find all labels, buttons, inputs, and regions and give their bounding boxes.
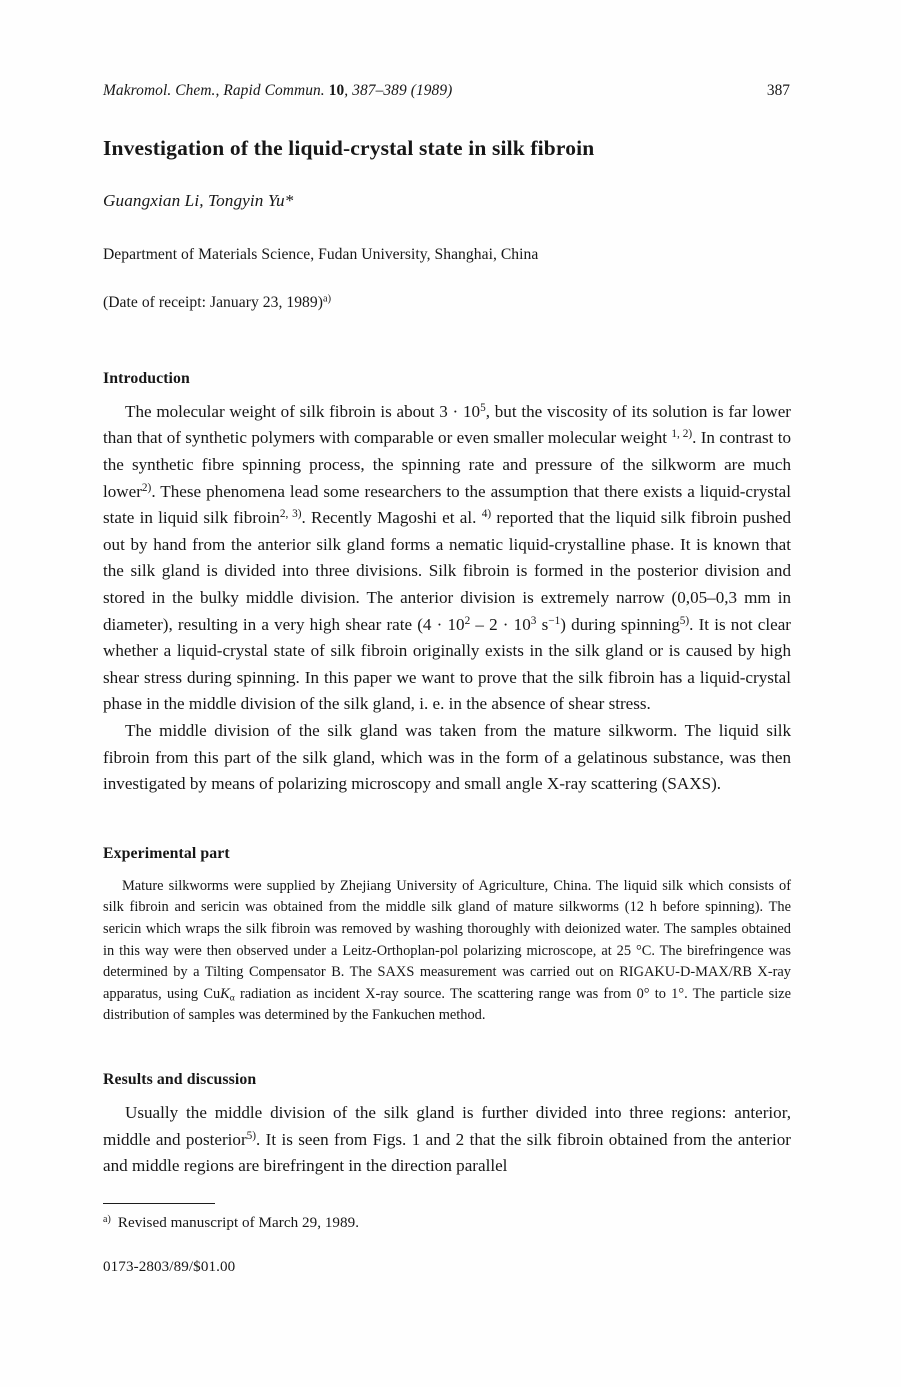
section-heading-experimental: Experimental part	[103, 844, 230, 862]
intro-sup-3: 2)	[141, 481, 152, 494]
footnote-entry	[103, 1213, 791, 1233]
res-seg-1: Usually the middle division of the silk gland is further divided into three regions: anterior, middle and posterior	[103, 1102, 791, 1149]
citation-comma: ,	[344, 82, 349, 99]
exp-italic-k: K	[220, 985, 230, 1002]
affiliation: Department of Materials Science, Fudan University, Shanghai, China	[103, 245, 539, 263]
res-seg-2: . It is seen from Figs. 1 and 2 that the silk fibroin obtained from the anterior and middle regions are birefringent in the direction parallel	[103, 1129, 791, 1176]
intro-seg-6: reported that the liquid silk fibroin pushed out by hand from the anterior silk gland forms a nematic liquid-crystalline phase. It is known that the silk gland is divided into three divisions. Silk fibroin is formed in the posterior division and stored in the bulky middle division. The anterior division is extremely narrow (0,05–0,3 mm in diameter), resulting in a very high shear rate (4 · 10	[103, 508, 792, 634]
intro-seg-10: . It is not clear whether a liquid-crystal state of silk fibroin originally exists in the silk gland or is caused by high shear stress during spinning. In this paper we want to prove that the silk fibroin has a liquid-crystal phase in the middle division of the silk gland, i. e. in the absence of shear stress.	[103, 614, 791, 714]
receipt-text: (Date of receipt: January 23, 1989)	[103, 293, 323, 311]
running-head-citation	[103, 82, 452, 100]
intro-seg-7: – 2 · 10	[470, 614, 531, 634]
exp-seg-1: Mature silkworms were supplied by Zhejiang University of Agriculture, China. The liquid silk which consists of silk fibroin and sericin was obtained from the middle silk gland of mature silkworms (12 h before spinning). The sericin which wraps the silk fibroin was removed by washing thoroughly with deionized water. The samples obtained in this way were then observed under a Leitz-Orthoplan-pol polarizing microscope, at 25 °C. The birefringence was determined by a Tilting Compensator B. The SAXS measurement was carried out on RIGAKU-D-MAX/RB X-ray apparatus, using Cu	[103, 877, 791, 1002]
intro-sup-9: 5)	[679, 614, 690, 627]
footnote-divider	[103, 1203, 215, 1204]
intro-seg-2: , but the viscosity of its solution is far lower than that of synthetic polymers with comparable or even smaller molecular weight	[103, 401, 791, 448]
intro-sup-7: 3	[530, 614, 537, 627]
intro-sup-6: 2	[464, 614, 471, 627]
issn-price-line: 0173-2803/89/$01.00	[103, 1259, 236, 1276]
footnote-text: Revised manuscript of March 29, 1989.	[117, 1215, 360, 1231]
volume-number: 10	[328, 82, 345, 99]
introduction-paragraph-2: The middle division of the silk gland was taken from the mature silkworm. The liquid silk fibroin from this part of the silk gland, which was in the form of a gelatinous substance, was then investigated by means of polarizing microscopy and small angle X-ray scattering (SAXS).	[103, 721, 791, 794]
exp-subscript-alpha: α	[229, 993, 235, 1004]
intro-seg-3: . In contrast to the synthetic fibre spinning process, the spinning rate and pressure of the silkworm are much lower	[103, 428, 791, 501]
page-title: Investigation of the liquid-crystal state in silk fibroin	[103, 136, 595, 160]
results-paragraph	[103, 1100, 791, 1180]
intro-sup-2: 1, 2)	[671, 428, 693, 441]
introduction-paragraph-1	[103, 399, 791, 718]
intro-sup-8: −1	[548, 614, 561, 627]
publication-year: (1989)	[410, 82, 453, 99]
footnote-marker: a)	[103, 1213, 111, 1225]
section-heading-results: Results and discussion	[103, 1070, 257, 1088]
page-number: 387	[766, 82, 790, 99]
intro-sup-5: 4)	[481, 508, 492, 521]
intro-seg-9: ) during spinning	[560, 614, 680, 634]
section-heading-introduction: Introduction	[103, 369, 190, 387]
running-head	[103, 82, 791, 102]
exp-seg-2: radiation as incident X-ray source. The scattering range was from 0° to 1°. The particle size distribution of samples was determined by the Fankuchen method.	[103, 985, 791, 1024]
intro-sup-4: 2, 3)	[279, 508, 302, 521]
intro-seg-1: The molecular weight of silk fibroin is about 3 · 10	[125, 401, 481, 421]
journal-name: Makromol. Chem., Rapid Commun.	[103, 82, 325, 99]
receipt-date	[103, 294, 791, 312]
page-range: 387–389	[352, 82, 407, 99]
intro-seg-4: . These phenomena lead some researchers to the assumption that there exists a liquid-crystal state in liquid silk fibroin	[103, 481, 791, 528]
page-content	[103, 82, 791, 1180]
footnote-block	[103, 1203, 791, 1276]
author-list: Guangxian Li, Tongyin Yu*	[103, 190, 294, 210]
intro-sup-1: 5	[480, 402, 486, 415]
experimental-paragraph	[103, 876, 791, 1027]
res-sup-1: 5)	[246, 1129, 257, 1142]
intro-seg-8: s	[536, 614, 549, 634]
intro-seg-5: . Recently Magoshi et al.	[301, 508, 482, 528]
receipt-footnote-marker: a)	[322, 293, 332, 305]
